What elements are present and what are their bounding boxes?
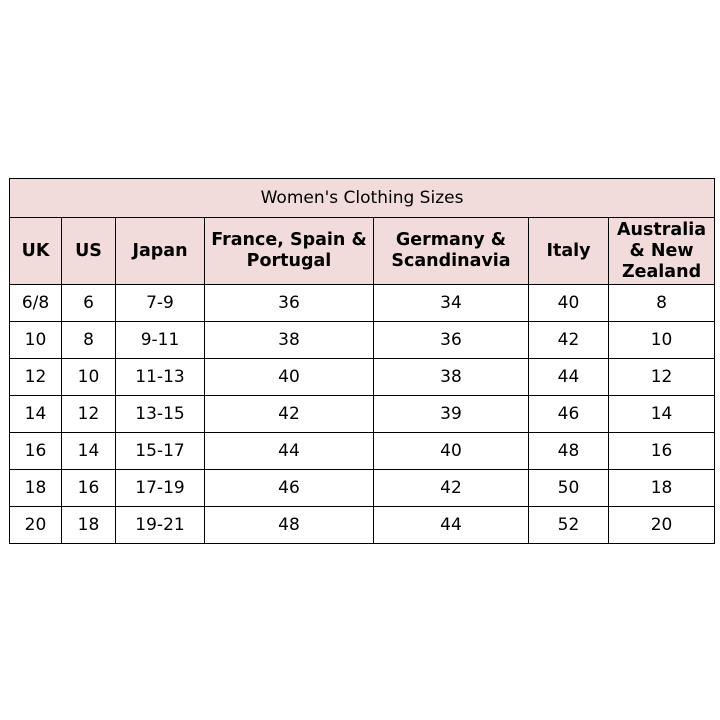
table-cell: 17-19: [116, 470, 205, 507]
table-cell: 44: [205, 433, 374, 470]
table-row: [10, 359, 715, 396]
table-header-row: [10, 218, 715, 285]
column-header-uk: UK: [10, 218, 62, 285]
table-cell: 14: [609, 396, 715, 433]
column-header-australia-new-zealand: Australia & New Zealand: [609, 218, 715, 285]
table-cell: 40: [205, 359, 374, 396]
table-cell: 46: [529, 396, 609, 433]
table-cell: 8: [62, 322, 116, 359]
table-cell: 50: [529, 470, 609, 507]
table-cell: 6: [62, 285, 116, 322]
table-cell: 20: [10, 507, 62, 544]
table-cell: 13-15: [116, 396, 205, 433]
table-cell: 10: [62, 359, 116, 396]
table-cell: 40: [374, 433, 529, 470]
table-cell: 18: [10, 470, 62, 507]
table-cell: 39: [374, 396, 529, 433]
table-cell: 52: [529, 507, 609, 544]
table-cell: 42: [529, 322, 609, 359]
table-cell: 14: [62, 433, 116, 470]
table-cell: 42: [205, 396, 374, 433]
table-cell: 38: [374, 359, 529, 396]
table-cell: 10: [10, 322, 62, 359]
table-cell: 9-11: [116, 322, 205, 359]
table-cell: 12: [62, 396, 116, 433]
column-header-france-spain-portugal: France, Spain & Portugal: [205, 218, 374, 285]
table-cell: 10: [609, 322, 715, 359]
table-row: [10, 470, 715, 507]
table-cell: 16: [609, 433, 715, 470]
table-cell: 11-13: [116, 359, 205, 396]
table-row: [10, 433, 715, 470]
table-cell: 44: [374, 507, 529, 544]
table-cell: 36: [374, 322, 529, 359]
table-cell: 42: [374, 470, 529, 507]
table-cell: 16: [10, 433, 62, 470]
table-cell: 19-21: [116, 507, 205, 544]
table-cell: 48: [205, 507, 374, 544]
table-cell: 44: [529, 359, 609, 396]
column-header-japan: Japan: [116, 218, 205, 285]
column-header-us: US: [62, 218, 116, 285]
table-cell: 38: [205, 322, 374, 359]
table-title: Women's Clothing Sizes: [10, 179, 715, 218]
table-cell: 18: [609, 470, 715, 507]
table-row: [10, 285, 715, 322]
table-cell: 6/8: [10, 285, 62, 322]
table-cell: 15-17: [116, 433, 205, 470]
table-cell: 46: [205, 470, 374, 507]
table-cell: 36: [205, 285, 374, 322]
table-cell: 20: [609, 507, 715, 544]
table-row: [10, 507, 715, 544]
table-row: [10, 322, 715, 359]
table-cell: 8: [609, 285, 715, 322]
table-body: [10, 285, 715, 544]
column-header-germany-scandinavia: Germany & Scandinavia: [374, 218, 529, 285]
size-chart-table: [9, 178, 715, 544]
table-cell: 40: [529, 285, 609, 322]
table-cell: 16: [62, 470, 116, 507]
table-cell: 7-9: [116, 285, 205, 322]
table-row: [10, 396, 715, 433]
table-cell: 14: [10, 396, 62, 433]
table-cell: 12: [609, 359, 715, 396]
table-cell: 34: [374, 285, 529, 322]
table-cell: 12: [10, 359, 62, 396]
table-title-row: [10, 179, 715, 218]
table-cell: 18: [62, 507, 116, 544]
table-cell: 48: [529, 433, 609, 470]
column-header-italy: Italy: [529, 218, 609, 285]
